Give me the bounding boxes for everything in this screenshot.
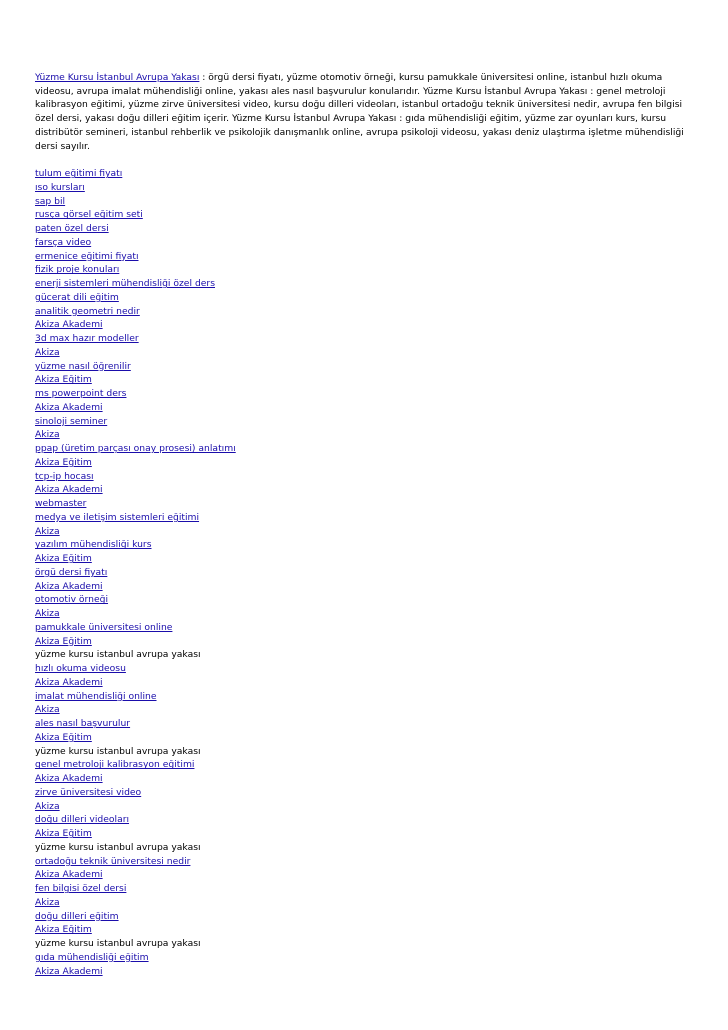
list-link[interactable]: Akiza — [35, 896, 60, 908]
list-item — [35, 580, 695, 594]
list-item — [35, 167, 695, 181]
list-link[interactable]: gıda mühendisliği eğitim — [35, 951, 149, 963]
list-link[interactable]: Akiza — [35, 525, 60, 537]
list-link[interactable]: doğu dilleri videoları — [35, 814, 130, 826]
list-link[interactable]: otomotiv örneği — [35, 594, 109, 606]
list-item — [35, 621, 695, 635]
list-item — [35, 841, 695, 855]
list-link[interactable]: medya ve iletişim sistemleri eğitimi — [35, 511, 200, 523]
list-item — [35, 236, 695, 250]
list-link[interactable]: hızlı okuma videosu — [35, 663, 126, 675]
list-link[interactable]: Akiza Akademi — [35, 319, 103, 331]
list-link[interactable]: Akiza — [35, 346, 60, 358]
list-item — [35, 648, 695, 662]
list-item — [35, 635, 695, 649]
list-text: yüzme kursu istanbul avrupa yakası — [35, 938, 201, 950]
list-item — [35, 937, 695, 951]
list-link[interactable]: enerji sistemleri mühendisliği özel ders — [35, 278, 215, 290]
list-text: yüzme kursu istanbul avrupa yakası — [35, 649, 201, 661]
list-link[interactable]: tcp-ip hocası — [35, 470, 94, 482]
list-link[interactable]: sap bil — [35, 195, 66, 207]
list-link[interactable]: farsça video — [35, 236, 92, 248]
list-link[interactable]: zirve üniversitesi video — [35, 786, 142, 798]
list-link[interactable]: sinoloji seminer — [35, 415, 108, 427]
list-item — [35, 497, 695, 511]
list-link[interactable]: ortadoğu teknik üniversitesi nedir — [35, 855, 191, 867]
list-link[interactable]: Akiza — [35, 704, 60, 716]
list-item — [35, 208, 695, 222]
list-item — [35, 525, 695, 539]
list-item — [35, 882, 695, 896]
list-item — [35, 731, 695, 745]
list-link[interactable]: Akiza — [35, 608, 60, 620]
list-link[interactable]: ms powerpoint ders — [35, 388, 127, 400]
list-link[interactable]: Akiza — [35, 429, 60, 441]
list-item — [35, 855, 695, 869]
list-link[interactable]: 3d max hazır modeller — [35, 333, 139, 345]
list-link[interactable]: gücerat dili eğitim — [35, 291, 119, 303]
intro-paragraph — [35, 71, 695, 153]
list-item — [35, 373, 695, 387]
list-item — [35, 332, 695, 346]
list-item — [35, 442, 695, 456]
list-item — [35, 868, 695, 882]
list-item — [35, 360, 695, 374]
list-link[interactable]: Akiza Eğitim — [35, 456, 92, 468]
list-link[interactable]: yüzme nasıl öğrenilir — [35, 360, 131, 372]
list-link[interactable]: webmaster — [35, 498, 87, 510]
list-item — [35, 428, 695, 442]
list-link[interactable]: ermenice eğitimi fiyatı — [35, 250, 139, 262]
list-item — [35, 717, 695, 731]
list-link[interactable]: fen bilgisi özel dersi — [35, 883, 127, 895]
list-item — [35, 511, 695, 525]
list-link[interactable]: Akiza Akademi — [35, 965, 103, 977]
list-link[interactable]: Akiza Akademi — [35, 773, 103, 785]
list-link[interactable]: ales nasıl başvurulur — [35, 718, 131, 730]
list-item — [35, 772, 695, 786]
list-item — [35, 951, 695, 965]
list-item — [35, 401, 695, 415]
list-item — [35, 965, 695, 979]
list-link[interactable]: Akiza Eğitim — [35, 553, 92, 565]
list-item — [35, 703, 695, 717]
list-link[interactable]: Akiza Akademi — [35, 676, 103, 688]
list-link[interactable]: analitik geometri nedir — [35, 305, 140, 317]
list-link[interactable]: Akiza — [35, 800, 60, 812]
list-item — [35, 690, 695, 704]
list-item — [35, 387, 695, 401]
list-link[interactable]: Akiza Akademi — [35, 484, 103, 496]
list-text: yüzme kursu istanbul avrupa yakası — [35, 745, 201, 757]
list-link[interactable]: ppap (üretim parçası onay prosesi) anlatımı — [35, 443, 236, 455]
list-item — [35, 538, 695, 552]
list-link[interactable]: ıso kursları — [35, 181, 85, 193]
list-text: yüzme kursu istanbul avrupa yakası — [35, 841, 201, 853]
list-item — [35, 346, 695, 360]
list-item — [35, 662, 695, 676]
list-item — [35, 566, 695, 580]
list-item — [35, 827, 695, 841]
list-link[interactable]: Akiza Eğitim — [35, 635, 92, 647]
list-link[interactable]: tulum eğitimi fiyatı — [35, 168, 123, 180]
list-item — [35, 593, 695, 607]
list-item — [35, 800, 695, 814]
list-link[interactable]: Akiza Eğitim — [35, 828, 92, 840]
list-item — [35, 195, 695, 209]
list-item — [35, 910, 695, 924]
document-page — [35, 71, 695, 978]
list-link[interactable]: Akiza Eğitim — [35, 374, 92, 386]
intro-text: : örgü dersi fiyatı, yüzme otomotiv örneği, kursu pamukkale üniversitesi online, istanbul hızlı okuma videosu, avrupa imalat mühendisliği online, yakası ales nasıl başvurulur konularıdır. Yüzme Kursu İstanbul Avrupa Yakası : genel metroloji kalibrasyon eğitimi, yüzme zirve üniversitesi video, kursu doğu dilleri videoları, istanbul ortadoğu teknik üniversitesi nedir, avrupa fen bilgisi özel dersi, yakası doğu dilleri eğitim içerir. Yüzme Kursu İstanbul Avrupa Yakası : gıda mühendisliği eğitim, yüzme zar oyunları kurs, kursu distribütör semineri, istanbul rehberlik ve psikolojik danışmanlık online, avrupa psikoloji videosu, yakası deniz ulaştırma işletme mühendisliği dersi sayılır. — [35, 72, 684, 152]
intro-title-link[interactable]: Yüzme Kursu İstanbul Avrupa Yakası — [35, 72, 200, 83]
link-list — [35, 167, 695, 978]
list-link[interactable]: fizik proje konuları — [35, 264, 120, 276]
list-item — [35, 483, 695, 497]
list-item — [35, 250, 695, 264]
list-item — [35, 222, 695, 236]
list-item — [35, 415, 695, 429]
list-item — [35, 923, 695, 937]
list-link[interactable]: Akiza Akademi — [35, 401, 103, 413]
list-item — [35, 318, 695, 332]
list-link[interactable]: pamukkale üniversitesi online — [35, 621, 173, 633]
list-link[interactable]: örgü dersi fiyatı — [35, 566, 108, 578]
list-item — [35, 896, 695, 910]
list-item — [35, 456, 695, 470]
list-item — [35, 263, 695, 277]
list-item — [35, 786, 695, 800]
list-link[interactable]: rusça görsel eğitim seti — [35, 209, 143, 221]
list-link[interactable]: yazılım mühendisliği kurs — [35, 539, 152, 551]
list-item — [35, 813, 695, 827]
list-item — [35, 470, 695, 484]
list-link[interactable]: paten özel dersi — [35, 223, 109, 235]
list-link[interactable]: Akiza Akademi — [35, 869, 103, 881]
list-item — [35, 291, 695, 305]
list-item — [35, 758, 695, 772]
list-item — [35, 305, 695, 319]
list-link[interactable]: imalat mühendisliği online — [35, 690, 157, 702]
list-item — [35, 277, 695, 291]
list-item — [35, 552, 695, 566]
list-link[interactable]: Akiza Eğitim — [35, 731, 92, 743]
list-link[interactable]: doğu dilleri eğitim — [35, 910, 119, 922]
list-item — [35, 181, 695, 195]
list-link[interactable]: genel metroloji kalibrasyon eğitimi — [35, 759, 195, 771]
list-item — [35, 676, 695, 690]
list-link[interactable]: Akiza Eğitim — [35, 924, 92, 936]
list-link[interactable]: Akiza Akademi — [35, 580, 103, 592]
list-item — [35, 745, 695, 759]
list-item — [35, 607, 695, 621]
